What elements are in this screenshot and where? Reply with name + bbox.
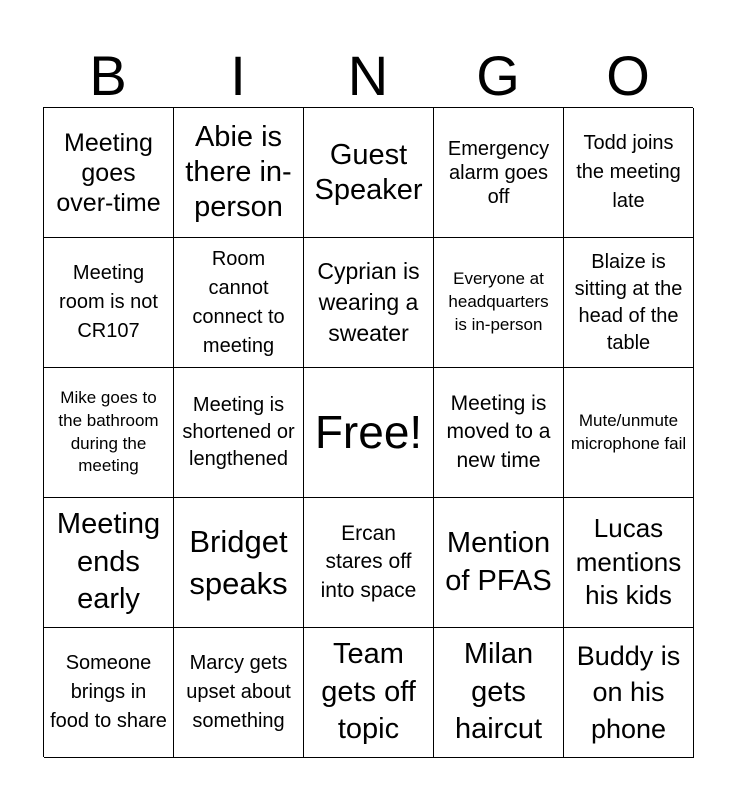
- cell-text: Mute/unmute microphone fail: [570, 410, 687, 453]
- cell-text: Team gets off topic: [321, 637, 416, 746]
- cell-text: Meeting is moved to a new time: [446, 391, 551, 472]
- bingo-cell-r3c1[interactable]: [44, 368, 174, 498]
- cell-text: Abie is there in-person: [185, 121, 292, 223]
- cell-text: Everyone at headquarters is in-person: [448, 269, 549, 334]
- bingo-cell-r5c2[interactable]: [174, 628, 304, 758]
- cell-text: Cyprian is wearing a sweater: [317, 257, 420, 347]
- cell-text: Lucas mentions his kids: [575, 512, 682, 611]
- bingo-cell-r1c1[interactable]: [44, 108, 174, 238]
- header-letter-g: G: [476, 44, 520, 107]
- header-letter-b: B: [89, 44, 127, 107]
- bingo-cell-r2c3[interactable]: [304, 238, 434, 368]
- bingo-cell-r2c1[interactable]: [44, 238, 174, 368]
- header-letter-o: O: [606, 44, 650, 107]
- bingo-cell-r5c4[interactable]: [434, 628, 564, 758]
- header-letter-i: I: [230, 44, 246, 107]
- bingo-cell-r2c5[interactable]: [564, 238, 694, 368]
- bingo-cell-r3c3[interactable]: [304, 368, 434, 498]
- bingo-cell-r5c5[interactable]: [564, 628, 694, 758]
- bingo-cell-r5c3[interactable]: [304, 628, 434, 758]
- header-letter-n: N: [347, 44, 389, 107]
- cell-text: Room cannot connect to meeting: [192, 247, 285, 357]
- cell-text: Marcy gets upset about something: [186, 652, 291, 732]
- bingo-cell-r1c3[interactable]: [304, 108, 434, 238]
- bingo-cell-r1c5[interactable]: [564, 108, 694, 238]
- bingo-header: [43, 44, 693, 108]
- bingo-board: [43, 107, 693, 757]
- bingo-cell-r3c2[interactable]: [174, 368, 304, 498]
- bingo-cell-r5c1[interactable]: [44, 628, 174, 758]
- cell-text: Guest Speaker: [314, 138, 423, 206]
- bingo-cell-r3c5[interactable]: [564, 368, 694, 498]
- cell-text: Emergency alarm goes off: [447, 137, 550, 208]
- bingo-cell-r2c2[interactable]: [174, 238, 304, 368]
- cell-text: Ercan stares off into space: [320, 521, 417, 602]
- cell-text: Meeting room is not CR107: [59, 262, 158, 342]
- bingo-cell-r1c2[interactable]: [174, 108, 304, 238]
- bingo-cell-r4c1[interactable]: [44, 498, 174, 628]
- bingo-cell-r4c4[interactable]: [434, 498, 564, 628]
- cell-text: Milan gets haircut: [454, 637, 543, 746]
- cell-text: Meeting goes over-time: [56, 128, 161, 217]
- cell-text: Blaize is sitting at the head of the table: [574, 250, 683, 354]
- bingo-cell-r3c4[interactable]: [434, 368, 564, 498]
- cell-text: Meeting is shortened or lengthened: [182, 394, 295, 470]
- bingo-cell-r4c5[interactable]: [564, 498, 694, 628]
- cell-text: Buddy is on his phone: [576, 640, 681, 744]
- cell-text: Meeting ends early: [56, 507, 161, 616]
- free-space: Free!: [314, 405, 423, 458]
- cell-text: Mike goes to the bathroom during the meeting: [58, 388, 159, 476]
- bingo-cell-r2c4[interactable]: [434, 238, 564, 368]
- bingo-cell-r1c4[interactable]: [434, 108, 564, 238]
- bingo-cell-r4c3[interactable]: [304, 498, 434, 628]
- cell-text: Todd joins the meeting late: [576, 132, 681, 212]
- cell-text: Mention of PFAS: [445, 526, 552, 597]
- cell-text: Bridget speaks: [189, 523, 288, 601]
- bingo-cell-r4c2[interactable]: [174, 498, 304, 628]
- cell-text: Someone brings in food to share: [50, 652, 167, 732]
